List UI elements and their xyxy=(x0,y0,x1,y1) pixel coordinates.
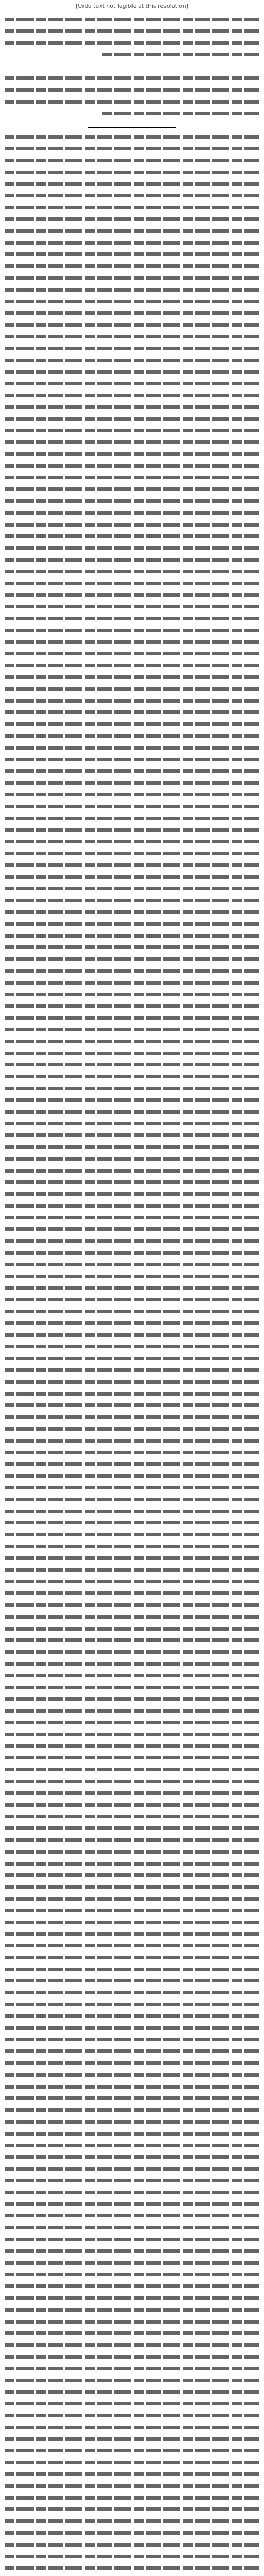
text-line xyxy=(5,108,259,120)
text-line xyxy=(5,1787,259,1799)
text-line xyxy=(5,1364,259,1376)
text-lines xyxy=(5,13,259,60)
text-line xyxy=(5,483,259,495)
text-line xyxy=(5,1117,259,1129)
text-line xyxy=(5,1517,259,1529)
text-line xyxy=(5,2257,259,2269)
text-line xyxy=(5,1129,259,1141)
text-line xyxy=(5,1940,259,1952)
text-line xyxy=(5,2222,259,2233)
text-line xyxy=(5,1717,259,1728)
text-line xyxy=(5,1564,259,1576)
text-line xyxy=(5,777,259,789)
text-line xyxy=(5,425,259,436)
text-line xyxy=(5,2128,259,2140)
section-heading-2-wrap xyxy=(5,121,259,131)
text-line xyxy=(5,1082,259,1094)
text-line xyxy=(5,1059,259,1071)
text-line xyxy=(5,284,259,296)
text-line xyxy=(5,84,259,96)
text-line xyxy=(5,1388,259,1400)
text-line xyxy=(5,812,259,824)
text-line xyxy=(5,1036,259,1047)
text-line xyxy=(5,1165,259,1177)
text-line xyxy=(5,977,259,989)
text-line xyxy=(5,201,259,213)
text-line xyxy=(5,2410,259,2421)
text-line xyxy=(5,2386,259,2398)
text-line xyxy=(5,1106,259,1118)
text-line xyxy=(5,296,259,308)
text-line xyxy=(5,2316,259,2328)
text-line xyxy=(5,989,259,1001)
paragraph-1 xyxy=(5,13,259,60)
text-line xyxy=(5,1306,259,1317)
text-line xyxy=(5,1153,259,1165)
text-line xyxy=(5,519,259,531)
text-line xyxy=(5,1881,259,1893)
text-line xyxy=(5,613,259,624)
text-line xyxy=(5,389,259,401)
text-line xyxy=(5,1294,259,1306)
text-line xyxy=(5,1634,259,1646)
text-line xyxy=(5,765,259,777)
text-line xyxy=(5,1917,259,1928)
text-line xyxy=(5,1846,259,1858)
text-line xyxy=(5,1399,259,1411)
text-line xyxy=(5,1799,259,1811)
text-line xyxy=(5,1352,259,1364)
text-line xyxy=(5,2010,259,2022)
text-line xyxy=(5,1905,259,1917)
text-line xyxy=(5,2292,259,2304)
text-line xyxy=(5,2069,259,2081)
text-line xyxy=(5,2421,259,2433)
text-line xyxy=(5,2515,259,2527)
text-line xyxy=(5,554,259,566)
text-line xyxy=(5,2210,259,2222)
text-line xyxy=(5,918,259,930)
text-line xyxy=(5,1071,259,1082)
text-line xyxy=(5,2304,259,2316)
section-heading-1 xyxy=(88,67,176,69)
text-line xyxy=(5,2057,259,2069)
text-line xyxy=(5,190,259,201)
text-line xyxy=(5,730,259,742)
text-line xyxy=(5,718,259,730)
text-line xyxy=(5,1270,259,1282)
text-line xyxy=(5,1752,259,1764)
text-line xyxy=(5,1599,259,1611)
text-line xyxy=(5,965,259,977)
text-line xyxy=(5,1141,259,1153)
text-line xyxy=(5,448,259,460)
text-line xyxy=(5,1282,259,1294)
text-line xyxy=(5,331,259,343)
text-line xyxy=(5,1928,259,1940)
section-heading-1-wrap xyxy=(5,62,259,72)
text-line xyxy=(5,671,259,683)
text-line xyxy=(5,155,259,166)
text-line xyxy=(5,1810,259,1822)
text-line xyxy=(5,2351,259,2363)
text-line xyxy=(5,683,259,695)
text-line xyxy=(5,37,259,49)
text-line xyxy=(5,2198,259,2210)
transcription-note: [Urdu text not legible at this resolution] xyxy=(75,3,189,9)
text-line xyxy=(5,272,259,284)
text-line xyxy=(5,1047,259,1059)
text-line xyxy=(5,1858,259,1870)
text-line xyxy=(5,1259,259,1270)
text-line xyxy=(5,2539,259,2551)
text-line xyxy=(5,1775,259,1787)
text-line xyxy=(5,1505,259,1517)
text-line xyxy=(5,1646,259,1658)
text-line xyxy=(5,2022,259,2034)
text-line xyxy=(5,542,259,554)
text-line xyxy=(5,1317,259,1329)
text-line xyxy=(5,2081,259,2093)
text-line xyxy=(5,366,259,378)
text-line xyxy=(5,2116,259,2128)
text-line xyxy=(5,1212,259,1224)
text-line xyxy=(5,789,259,801)
text-line xyxy=(5,2187,259,2198)
text-line xyxy=(5,1329,259,1341)
text-line xyxy=(5,578,259,589)
text-line xyxy=(5,2503,259,2515)
text-line xyxy=(5,1411,259,1423)
paragraph-2 xyxy=(5,72,259,119)
text-line xyxy=(5,460,259,472)
text-line xyxy=(5,1094,259,1106)
text-line xyxy=(5,530,259,542)
text-line xyxy=(5,2456,259,2468)
text-line xyxy=(5,2527,259,2539)
text-line xyxy=(5,1529,259,1540)
text-line xyxy=(5,1822,259,1834)
text-line xyxy=(5,2140,259,2151)
text-line xyxy=(5,2245,259,2257)
text-line xyxy=(5,343,259,354)
text-line xyxy=(5,1341,259,1352)
text-line xyxy=(5,48,259,60)
text-line xyxy=(5,260,259,272)
text-lines xyxy=(5,131,259,2576)
text-line xyxy=(5,953,259,965)
text-line xyxy=(5,72,259,84)
text-line xyxy=(5,1728,259,1740)
text-line xyxy=(5,1482,259,1494)
text-line xyxy=(5,2339,259,2351)
text-line xyxy=(5,307,259,319)
text-line xyxy=(5,695,259,707)
text-line xyxy=(5,1188,259,1200)
text-line xyxy=(5,1987,259,1998)
text-line xyxy=(5,2480,259,2492)
text-line xyxy=(5,2398,259,2410)
text-line xyxy=(5,507,259,519)
text-line xyxy=(5,2104,259,2116)
text-line xyxy=(5,2233,259,2245)
text-line xyxy=(5,248,259,260)
text-line xyxy=(5,1682,259,1693)
text-line xyxy=(5,624,259,636)
text-line xyxy=(5,1963,259,1975)
text-line xyxy=(5,1834,259,1846)
text-line xyxy=(5,930,259,942)
text-line xyxy=(5,659,259,671)
text-line xyxy=(5,1764,259,1775)
text-line xyxy=(5,1869,259,1881)
text-line xyxy=(5,2492,259,2504)
text-line xyxy=(5,1247,259,1259)
text-line xyxy=(5,754,259,766)
text-line xyxy=(5,894,259,906)
text-line xyxy=(5,1587,259,1599)
text-line xyxy=(5,178,259,190)
text-line xyxy=(5,2033,259,2045)
text-line xyxy=(5,1012,259,1024)
text-line xyxy=(5,1435,259,1447)
text-line xyxy=(5,2092,259,2104)
text-line xyxy=(5,213,259,225)
text-line xyxy=(5,495,259,507)
text-line xyxy=(5,2551,259,2563)
text-line xyxy=(5,1223,259,1235)
text-line xyxy=(5,1458,259,1470)
text-line xyxy=(5,1200,259,1212)
text-line xyxy=(5,2574,259,2576)
text-line xyxy=(5,883,259,894)
text-line xyxy=(5,2045,259,2057)
text-line xyxy=(5,636,259,648)
text-line xyxy=(5,1998,259,2010)
text-line xyxy=(5,2268,259,2280)
text-line xyxy=(5,1611,259,1623)
text-line xyxy=(5,1623,259,1635)
text-line xyxy=(5,2445,259,2456)
text-line xyxy=(5,1470,259,1482)
text-line xyxy=(5,436,259,448)
section-heading-2 xyxy=(88,126,176,128)
text-line xyxy=(5,1552,259,1564)
text-line xyxy=(5,906,259,918)
text-line xyxy=(5,237,259,249)
text-line xyxy=(5,96,259,108)
text-line xyxy=(5,319,259,331)
text-line xyxy=(5,941,259,953)
text-line xyxy=(5,2363,259,2375)
text-line xyxy=(5,1176,259,1188)
text-line xyxy=(5,601,259,613)
text-line xyxy=(5,1952,259,1963)
text-line xyxy=(5,1740,259,1752)
text-line xyxy=(5,2375,259,2386)
text-line xyxy=(5,836,259,848)
text-line xyxy=(5,824,259,836)
text-line xyxy=(5,2468,259,2480)
text-line xyxy=(5,354,259,366)
text-line xyxy=(5,131,259,143)
text-line xyxy=(5,2175,259,2187)
text-line xyxy=(5,401,259,413)
text-line xyxy=(5,706,259,718)
text-line xyxy=(5,742,259,754)
text-line xyxy=(5,25,259,37)
text-line xyxy=(5,1376,259,1388)
text-line xyxy=(5,1670,259,1682)
text-lines xyxy=(5,72,259,119)
text-line xyxy=(5,2151,259,2163)
text-line xyxy=(5,1693,259,1705)
text-line xyxy=(5,13,259,25)
text-line xyxy=(5,143,259,155)
text-line xyxy=(5,859,259,871)
text-line xyxy=(5,2327,259,2339)
text-line xyxy=(5,1893,259,1905)
text-line xyxy=(5,848,259,859)
text-line xyxy=(5,1705,259,1717)
text-line xyxy=(5,413,259,425)
text-line xyxy=(5,1024,259,1036)
text-line xyxy=(5,1423,259,1435)
text-line xyxy=(5,1575,259,1587)
text-line xyxy=(5,2163,259,2175)
text-line xyxy=(5,1494,259,1505)
text-line xyxy=(5,166,259,178)
text-line xyxy=(5,378,259,389)
text-line xyxy=(5,1540,259,1552)
text-line xyxy=(5,566,259,578)
text-line xyxy=(5,1975,259,1987)
text-line xyxy=(5,2280,259,2292)
text-line xyxy=(5,2562,259,2574)
text-line xyxy=(5,1235,259,1247)
text-line xyxy=(5,589,259,601)
text-line xyxy=(5,225,259,237)
text-line xyxy=(5,471,259,483)
paragraph-3 xyxy=(5,131,259,2576)
text-line xyxy=(5,1000,259,1012)
text-line xyxy=(5,871,259,883)
text-line xyxy=(5,648,259,659)
text-line xyxy=(5,2433,259,2445)
text-line xyxy=(5,801,259,812)
text-line xyxy=(5,1447,259,1459)
text-line xyxy=(5,1658,259,1670)
